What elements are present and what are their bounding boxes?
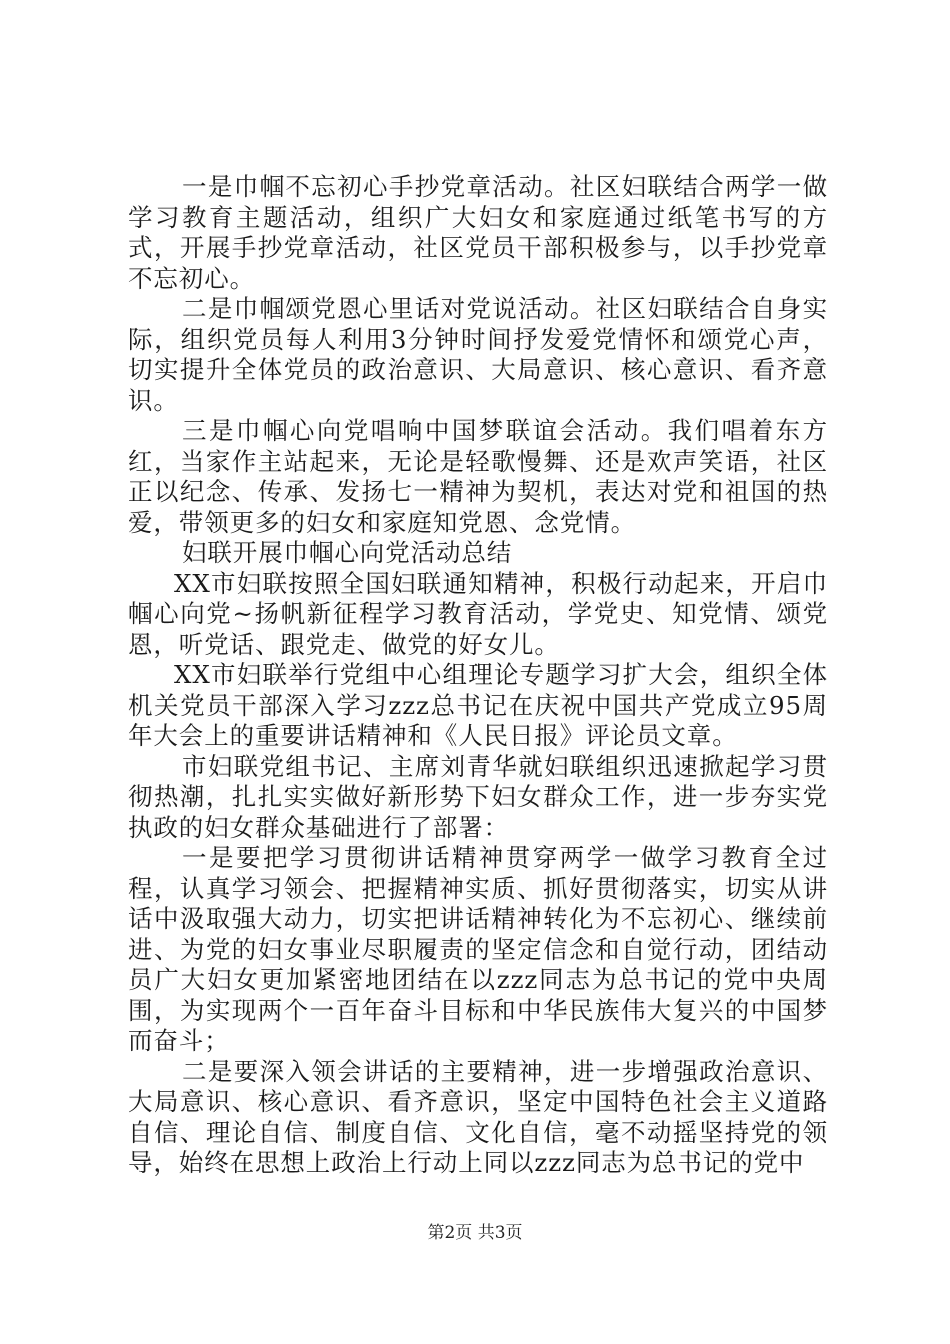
- paragraph-meeting: XX市妇联举行党组中心组理论专题学习扩大会，组织全体机关党员干部深入学习zzz总书记在庆祝中国共产党成立95周年大会上的重要讲话精神和《人民日报》评论员文章。: [128, 660, 828, 750]
- paragraph-point-2: 二是要深入领会讲话的主要精神，进一步增强政治意识、大局意识、核心意识、看齐意识，坚定中国特色社会主义道路自信、理论自信、制度自信、文化自信，毫不动摇坚持党的领导，始终在思想上政治上行动上同以zzz同志为总书记的党中: [128, 1056, 828, 1177]
- paragraph-point-1: 一是要把学习贯彻讲话精神贯穿两学一做学习教育全过程，认真学习领会、把握精神实质、抓好贯彻落实，切实从讲话中汲取强大动力，切实把讲话精神转化为不忘初心、继续前进、为党的妇女事业尽职履责的坚定信念和自觉行动，团结动员广大妇女更加紧密地团结在以zzz同志为总书记的党中央周围，为实现两个一百年奋斗目标和中华民族伟大复兴的中国梦而奋斗；: [128, 843, 828, 1055]
- section-heading: 妇联开展巾帼心向党活动总结: [182, 538, 513, 567]
- page-number-footer: 第2页 共3页: [427, 1223, 523, 1243]
- document-body: [128, 172, 828, 1179]
- paragraph-activity-3: 三是巾帼心向党唱响中国梦联谊会活动。我们唱着东方红，当家作主站起来，无论是轻歌慢舞、还是欢声笑语，社区正以纪念、传承、发扬七一精神为契机，表达对党和祖国的热爱，带领更多的妇女和家庭知党恩、念党情。: [128, 416, 828, 537]
- paragraph-intro: XX市妇联按照全国妇联通知精神，积极行动起来，开启巾帼心向党~扬帆新征程学习教育活动，学党史、知党情、颂党恩，听党话、跟党走、做党的好女儿。: [128, 568, 828, 659]
- paragraph-activity-2: 二是巾帼颂党恩心里话对党说活动。社区妇联结合自身实际，组织党员每人利用3分钟时间抒发爱党情怀和颂党心声，切实提升全体党员的政治意识、大局意识、核心意识、看齐意识。: [128, 294, 828, 415]
- paragraph-activity-1: 一是巾帼不忘初心手抄党章活动。社区妇联结合两学一做学习教育主题活动，组织广大妇女和家庭通过纸笔书写的方式，开展手抄党章活动，社区党员干部积极参与，以手抄党章不忘初心。: [128, 172, 828, 293]
- paragraph-deployment: 市妇联党组书记、主席刘青华就妇联组织迅速掀起学习贯彻热潮，扎扎实实做好新形势下妇女群众工作，进一步夯实党执政的妇女群众基础进行了部署：: [128, 751, 828, 842]
